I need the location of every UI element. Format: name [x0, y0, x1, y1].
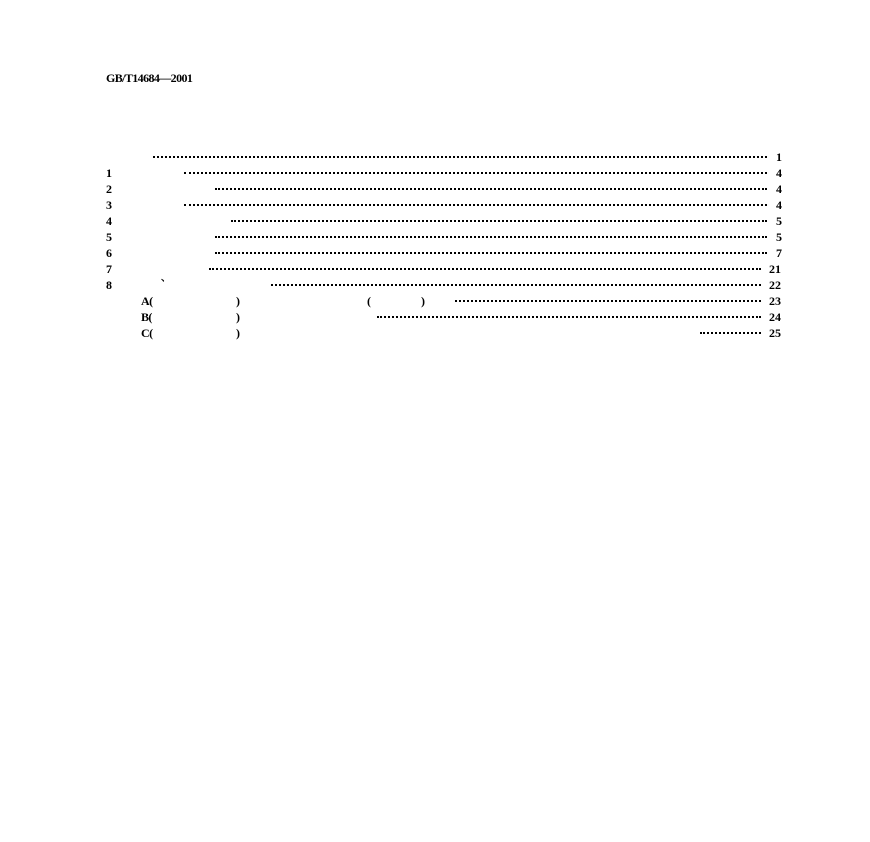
- toc-entry-8[interactable]: [0, 273, 870, 293]
- toc-section-number: 6: [106, 246, 112, 260]
- dot-leader: [153, 156, 767, 158]
- toc-page-number: 5: [776, 214, 782, 228]
- toc-page-number: 4: [776, 198, 782, 212]
- dot-leader: [184, 204, 767, 206]
- toc-section-number: 8: [106, 278, 112, 292]
- toc-page-number: 1: [776, 150, 782, 164]
- toc-section-number: 7: [106, 262, 112, 276]
- dot-leader: [209, 268, 761, 270]
- annex-label-close-paren: ): [236, 310, 240, 324]
- dot-leader: [215, 188, 767, 190]
- toc-page-number: 23: [769, 294, 781, 308]
- toc-page-number: 5: [776, 230, 782, 244]
- toc-entry-1[interactable]: [0, 165, 870, 181]
- toc-page-number: 21: [769, 262, 781, 276]
- annex-label: B(: [141, 310, 152, 324]
- dot-leader: [231, 220, 767, 222]
- toc-entry-7[interactable]: [0, 261, 870, 277]
- dot-leader: [215, 236, 767, 238]
- toc-page-number: 4: [776, 166, 782, 180]
- toc-entry-annex-c[interactable]: [0, 325, 870, 341]
- dot-leader: [271, 284, 761, 286]
- toc-page-number: 24: [769, 310, 781, 324]
- toc-entry-2[interactable]: [0, 181, 870, 197]
- dot-leader: [377, 316, 761, 318]
- dot-leader: [215, 252, 767, 254]
- annex-label: C(: [141, 326, 153, 340]
- toc-section-number: 5: [106, 230, 112, 244]
- toc-entry-3[interactable]: [0, 197, 870, 213]
- toc-entry-5[interactable]: [0, 229, 870, 245]
- toc-page-number: 7: [776, 246, 782, 260]
- dot-leader: [700, 332, 761, 334]
- toc-entry-4[interactable]: [0, 213, 870, 229]
- standard-code-header: GB/T14684—2001: [106, 71, 193, 85]
- toc-entry-6[interactable]: [0, 245, 870, 261]
- toc-page-number: 25: [769, 326, 781, 340]
- inner-close-paren: ): [421, 294, 425, 308]
- toc-section-number: 3: [106, 198, 112, 212]
- enumeration-comma: 、: [161, 273, 171, 284]
- toc-section-number: 4: [106, 214, 112, 228]
- toc-entry-annex-a[interactable]: [0, 293, 870, 309]
- inner-open-paren: (: [367, 294, 371, 308]
- toc-page-number: 22: [769, 278, 781, 292]
- toc-section-number: 2: [106, 182, 112, 196]
- annex-label-close-paren: ): [236, 294, 240, 308]
- toc-section-number: 1: [106, 166, 112, 180]
- dot-leader: [184, 172, 767, 174]
- toc-entry-foreword[interactable]: [0, 149, 870, 165]
- annex-label-close-paren: ): [236, 326, 240, 340]
- toc-page-number: 4: [776, 182, 782, 196]
- toc-entry-annex-b[interactable]: [0, 309, 870, 325]
- annex-label: A(: [141, 294, 153, 308]
- dot-leader: [455, 300, 761, 302]
